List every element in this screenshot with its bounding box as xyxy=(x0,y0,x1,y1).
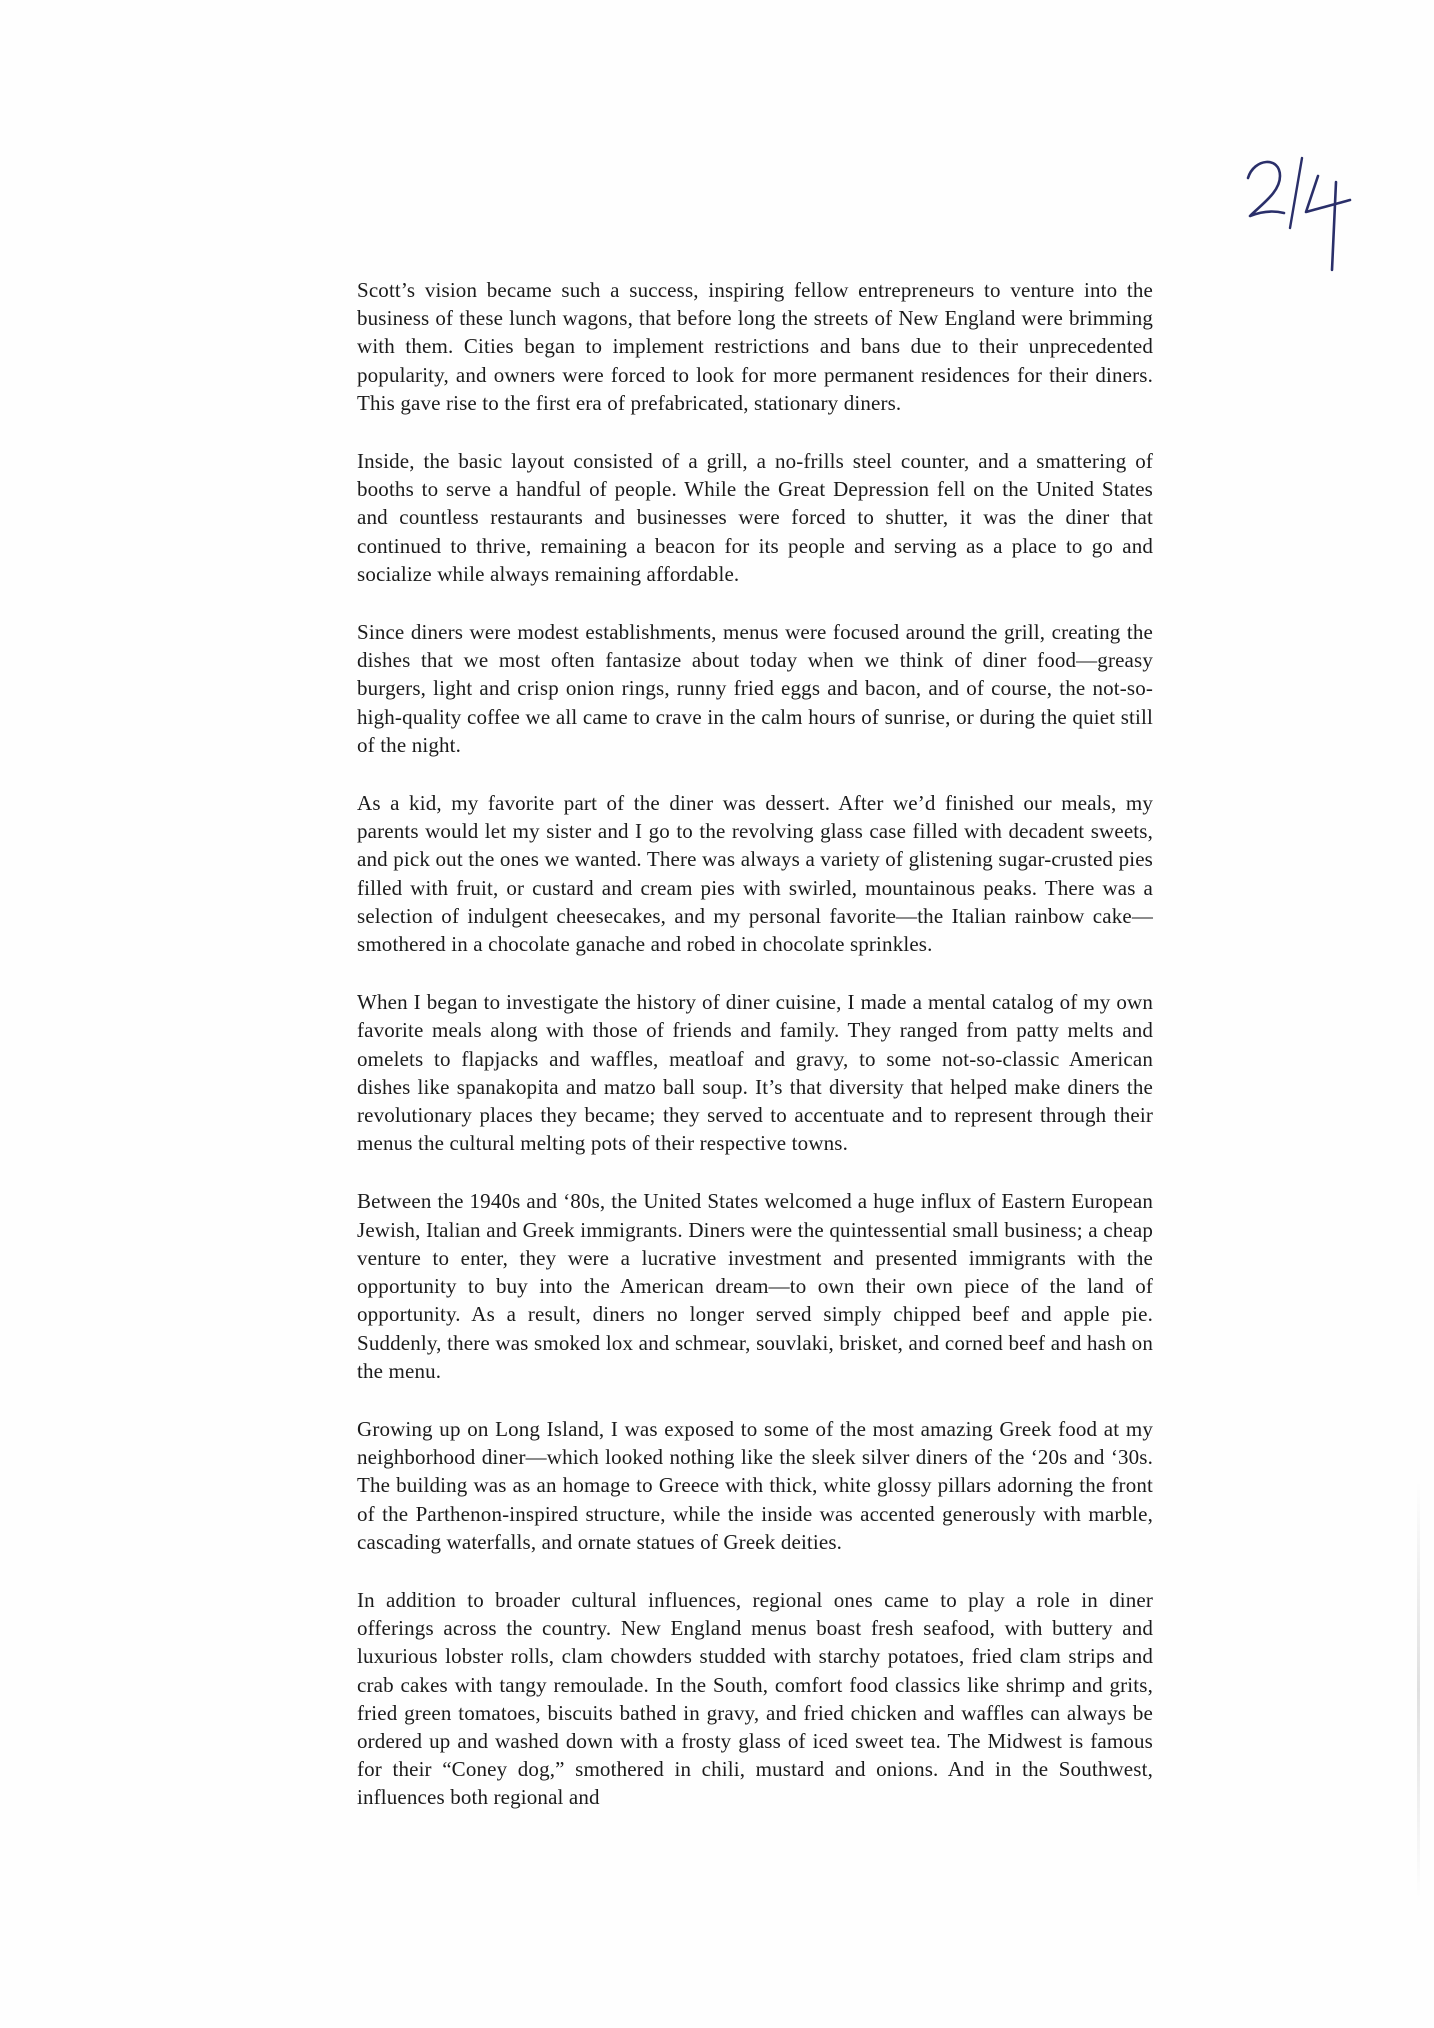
paragraph-4: As a kid, my favorite part of the diner was dessert. After we’d finished our meals, my parents would let my sister and I go to the revolving glass case filled with decadent sweets, and pick out the ones we wanted. There was always a variety of glistening sugar-crusted pies filled with fruit, or custard and cream pies with swirled, mountainous peaks. There was a selection of indulgent cheesecakes, and my personal favorite—the Italian rainbow cake—smothered in a chocolate ganache and robed in chocolate sprinkles. xyxy=(357,791,1153,957)
paragraph-5: When I began to investigate the history of diner cuisine, I made a mental catalog of my own favorite meals along with those of friends and family. They ranged from patty melts and omelets to flapjacks and waffles, meatloaf and gravy, to some not-so-classic American dishes like spanakopita and matzo ball soup. It’s that diversity that helped make diners the revolutionary places they became; they served to accentuate and to represent through their menus the cultural melting pots of their respective towns. xyxy=(357,990,1153,1156)
paragraph-8: In addition to broader cultural influences, regional ones came to play a role in diner offerings across the country. New England menus boast fresh seafood, with buttery and luxurious lobster rolls, clam chowders studded with starchy potatoes, fried clam strips and crab cakes with tangy remoulade. In the South, comfort food classics like shrimp and grits, fried green tomatoes, biscuits bathed in gravy, and fried chicken and waffles can always be ordered up and washed down with a frosty glass of iced sweet tea. The Midwest is famous for their “Coney dog,” smothered in chili, mustard and onions. And in the Southwest, influences both regional and xyxy=(357,1587,1153,1810)
paragraph-2: Inside, the basic layout consisted of a grill, a no-frills steel counter, and a smattering of booths to serve a handful of people. While the Great Depression fell on the United States and countless restaurants and businesses were forced to shutter, it was the diner that continued to thrive, remaining a beacon for its people and serving as a place to go and socialize while always remaining affordable. xyxy=(357,449,1153,586)
handwritten-page-number xyxy=(1240,150,1360,275)
handwritten-page-number-icon xyxy=(1240,150,1360,275)
scan-edge-shadow xyxy=(1417,1480,1420,1900)
article-body xyxy=(357,276,1153,1842)
paragraph-3: Since diners were modest establishments, menus were focused around the grill, creating the dishes that we most often fantasize about today when we think of diner food—greasy burgers, light and crisp onion rings, runny fried eggs and bacon, and of course, the not-so-high-quality coffee we all came to crave in the calm hours of sunrise, or during the quiet still of the night. xyxy=(357,620,1153,757)
paragraph-6: Between the 1940s and ‘80s, the United States welcomed a huge influx of Eastern European Jewish, Italian and Greek immigrants. Diners were the quintessential small business; a cheap venture to enter, they were a lucrative investment and presented immigrants with the opportunity to buy into the American dream—to own their own piece of the land of opportunity. As a result, diners no longer served simply chipped beef and apple pie. Suddenly, there was smoked lox and schmear, souvlaki, brisket, and corned beef and hash on the menu. xyxy=(357,1189,1153,1383)
paragraph-7: Growing up on Long Island, I was exposed to some of the most amazing Greek food at my neighborhood diner—which looked nothing like the sleek silver diners of the ‘20s and ‘30s. The building was as an homage to Greece with thick, white glossy pillars adorning the front of the Parthenon-inspired structure, while the inside was accented generously with marble, cascading waterfalls, and ornate statues of Greek deities. xyxy=(357,1416,1153,1554)
paragraph-1: Scott’s vision became such a success, inspiring fellow entrepreneurs to venture into the business of these lunch wagons, that before long the streets of New England were brimming with them. Cities began to implement restrictions and bans due to their unprecedented popularity, and owners were forced to look for more permanent residences for their diners. This gave rise to the first era of prefabricated, stationary diners. xyxy=(357,278,1153,415)
